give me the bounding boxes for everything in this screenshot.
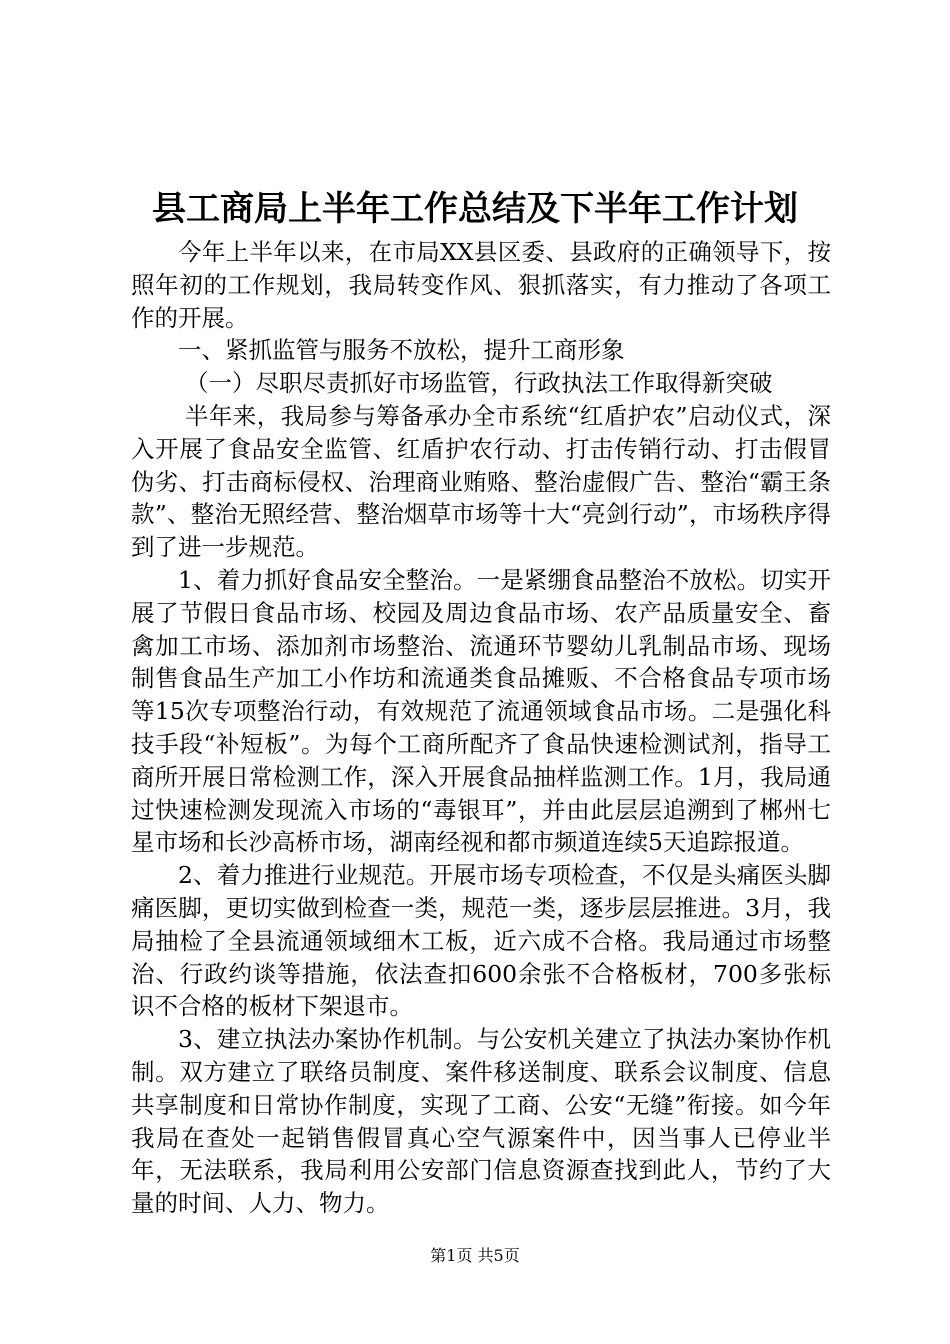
paragraph-item-1: 1、着力抓好食品安全整治。一是紧绷食品整治不放松。切实开展了节假日食品市场、校园及周边食品市场、农产品质量安全、畜禽加工市场、添加剂市场整治、流通环节婴幼儿乳制品市场、现场制售食品生产加工小作坊和流通类食品摊贩、不合格食品专项市场等15次专项整治行动，有效规范了流通领域食品市场。二是强化科技手段“补短板”。为每个工商所配齐了食品快速检测试剂，指导工商所开展日常检测工作，深入开展食品抽样监测工作。1月，我局通过快速检测发现流入市场的“毒银耳”，并由此层层追溯到了郴州七星市场和长沙高桥市场，湖南经视和都市频道连续5天追踪报道。 <box>131 565 831 857</box>
paragraph-item-2: 2、着力推进行业规范。开展市场专项检查，不仅是头痛医头脚痛医脚，更切实做到检查一类，规范一类，逐步层层推进。3月，我局抽检了全县流通领域细木工板，近六成不合格。我局通过市场整治、行政约谈等措施，依法查扣600余张不合格板材，700多张标识不合格的板材下架退市。 <box>131 861 831 1021</box>
paragraph-item-3: 3、建立执法办案协作机制。与公安机关建立了执法办案协作机制。双方建立了联络员制度、案件移送制度、联系会议制度、信息共享制度和日常协作制度，实现了工商、公安“无缝”衔接。如今年我局在查处一起销售假冒真心空气源案件中，因当事人已停业半年，无法联系，我局利用公安部门信息资源查找到此人，节约了大量的时间、人力、物力。 <box>131 1025 831 1218</box>
heading-subsection-1: （一）尽职尽责抓好市场监管，行政执法工作取得新突破 <box>185 369 773 398</box>
document-body <box>131 236 831 1220</box>
heading-section-1: 一、紧抓监管与服务不放松，提升工商形象 <box>178 336 625 365</box>
paragraph-half-year: 半年来，我局参与筹备承办全市系统“红盾护农”启动仪式，深入开展了食品安全监管、红盾护农行动、打击传销行动、打击假冒伪劣、打击商标侵权、治理商业贿赂、整治虚假广告、整治“霸王条款”、整治无照经营、整治烟草市场等十大“亮剑行动”，市场秩序得到了进一步规范。 <box>131 401 831 562</box>
document-title: 县工商局上半年工作总结及下半年工作计划 <box>152 189 798 229</box>
paragraph-intro: 今年上半年以来，在市局XX县区委、县政府的正确领导下，按照年初的工作规划，我局转变作风、狠抓落实，有力推动了各项工作的开展。 <box>131 238 831 332</box>
page-footer: 第1页 共5页 <box>430 1246 520 1265</box>
